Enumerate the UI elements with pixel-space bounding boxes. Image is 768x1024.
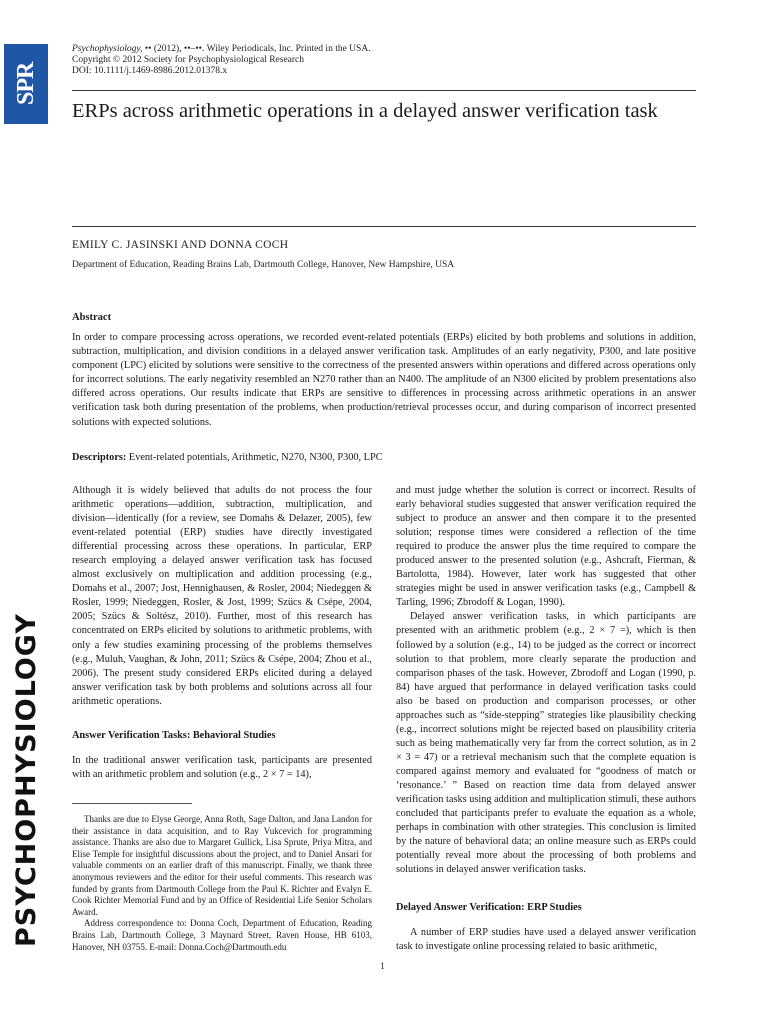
footnote [72,814,372,953]
affiliation: Department of Education, Reading Brains Lab, Dartmouth College, Hanover, New Hampshire, USA [72,260,455,270]
footnote-correspondence: Address correspondence to: Donna Coch, Department of Education, Reading Brains Lab, Dartmouth College, 3 Maynard Street, Raven House, HB 6103, Hanover, NH 03755. E-mail: Donna.Coch@Dartmouth.edu [72,918,372,952]
abstract-heading: Abstract [72,312,112,323]
body-paragraph: A number of ERP studies have used a delayed answer verification task to investigate online processing related to basic arithmetic, [396,927,696,953]
descriptors [72,452,696,463]
body-column-right [396,484,696,877]
society-logo [4,44,48,124]
abstract-text: In order to compare processing across operations, we recorded event-related potentials (ERPs) elicited by both problems and solutions in addition, subtraction, multiplication, and division conditions in a delayed answer verification task. Amplitudes of an early negativity, P300, and late positive component (LPC) elicited by solutions were sensitive to the correctness of the presented answers within operations and differed across operations only for incorrect solutions. The early negativity resembled an N270 rather than an N400. The amplitude of an N300 elicited by problem presentations also differed across operations. Our results indicate that ERPs are sensitive to differences in processing across arithmetic operations in an answer verification task both during presentation of the problems, when production/retrieval processes occur, and during comparison of incorrect presented solutions with expected solutions. [72,332,696,428]
body-paragraph: and must judge whether the solution is correct or incorrect. Results of early behavioral studies suggested that answer verification required the subject to produce an answer and then compare it to the presented solution; response times were considered a reflection of the time required to produce the answer plus the time required to compare the produced answer to the presented solution (e.g., Ashcraft, Fierman, & Bartolotta, 1984). However, later work has suggested that other strategies might be used in answer verification tasks (e.g., Campbell & Tarling, 1996; Zbrodoff & Logan, 1990). [396,485,696,609]
page-number: 1 [380,962,385,972]
body-paragraph: Delayed answer verification tasks, in which participants are presented with an arithmetic problem (e.g., 2 × 7 =), which is then followed by a solution (e.g., 14) to be judged as the correct or incorrect solution to that problem, more clearly separate the production and comparison phases of the task. However, Zbrodoff and Logan (1990, p. 84) have argued that performance in delayed verification tasks could also be based on production and comparison processes, or other approaches such as “side-stepping” strategies like plausibility checking (e.g., incorrect solutions might be rejected based on plausibility criteria such as being mathematically very far from the correct solution, as in 2 × 3 = 47) or a retrieval mechanism such that the complete equation is compared against memory and evaluated for “goodness of match or ‘resonance.’ ” Based on reaction time data from delayed answer verification tasks using addition and multiplication stimuli, these authors concluded that participants prefer to evaluate the equation as a whole, perhaps in combination with other strategies. This conclusion is limited by the nature of behavioral data; an online measure such as ERPs could potentially reveal more about the processing of both problems and solutions in delayed answer verification tasks. [396,611,696,876]
section-heading: Delayed Answer Verification: ERP Studies [396,902,582,913]
article-title: ERPs across arithmetic operations in a delayed answer verification task [72,100,658,122]
header-meta [72,44,672,77]
body-paragraph: In the traditional answer verification task, participants are presented with an arithmetic problem and solution (e.g., 2 × 7 = 14), [72,755,372,781]
title-rule [72,226,696,227]
descriptors-label: Descriptors: [72,452,127,463]
header-rule [72,90,696,91]
authors: EMILY C. JASINSKI AND DONNA COCH [72,239,289,251]
section-heading: Answer Verification Tasks: Behavioral Studies [72,730,276,741]
logo-text: SPR [13,62,39,106]
meta-line-1: Psychophysiology, •• (2012), ••–••. Wiley Periodicals, Inc. Printed in the USA. [72,44,371,54]
meta-line-2: Copyright © 2012 Society for Psychophysiological Research [72,55,305,65]
descriptors-text: Event-related potentials, Arithmetic, N270, N300, P300, LPC [126,452,383,463]
body-paragraph: Although it is widely believed that adults do not process the four arithmetic operations—addition, subtraction, multiplication, and division—identically (for a review, see Domahs & Delazer, 2005), few event-related potential (ERP) studies have directly investigated differential processing across these operations. In particular, ERP research employing a delayed answer verification task has focused almost exclusively on multiplication and addition processing (e.g., Domahs et al., 2007; Jost, Hennighausen, & Rosler, 2004; Niedeggen & Rosler, 1999; Niedeggen, Rosler, & Jost, 1999; Szücs & Csépe, 2004, 2005; Szücs & Soltész, 2010). Further, most of this research has concentrated on ERPs elicited by solutions to arithmetic problems, with only a few studies examining processing of the problems themselves (e.g., Muluh, Vaughan, & John, 2011; Szücs & Csépe, 2004; Zhou et al., 2006). The present study considered ERPs elicited during a delayed answer verification task by both problems and solutions across all four arithmetic operations. [72,485,372,707]
meta-line-3: DOI: 10.1111/j.1469-8986.2012.01378.x [72,66,228,76]
journal-name-vertical: PSYCHOPHYSIOLOGY [11,613,42,947]
footnote-acknowledgments: Thanks are due to Elyse George, Anna Roth, Sage Dalton, and Jana Landon for their assistance in data acquisition, and to Ray Vukcevich for programming assistance. Thanks are also due to Margaret Gullick, Lisa Sprute, Priya Mitra, and Elise Temple for insightful discussions about the project, and to Daniel Ansari for valuable comments on an earlier draft of this manuscript. Finally, we thank three anonymous reviewers and the editor for their useful comments. This research was funded by grants from Dartmouth College from the Paul K. Richter and Evalyn E. Cook Richter Memorial Fund and by an Office of Residential Life Senior Scholars Award. [72,814,372,917]
footnote-rule [72,803,192,804]
